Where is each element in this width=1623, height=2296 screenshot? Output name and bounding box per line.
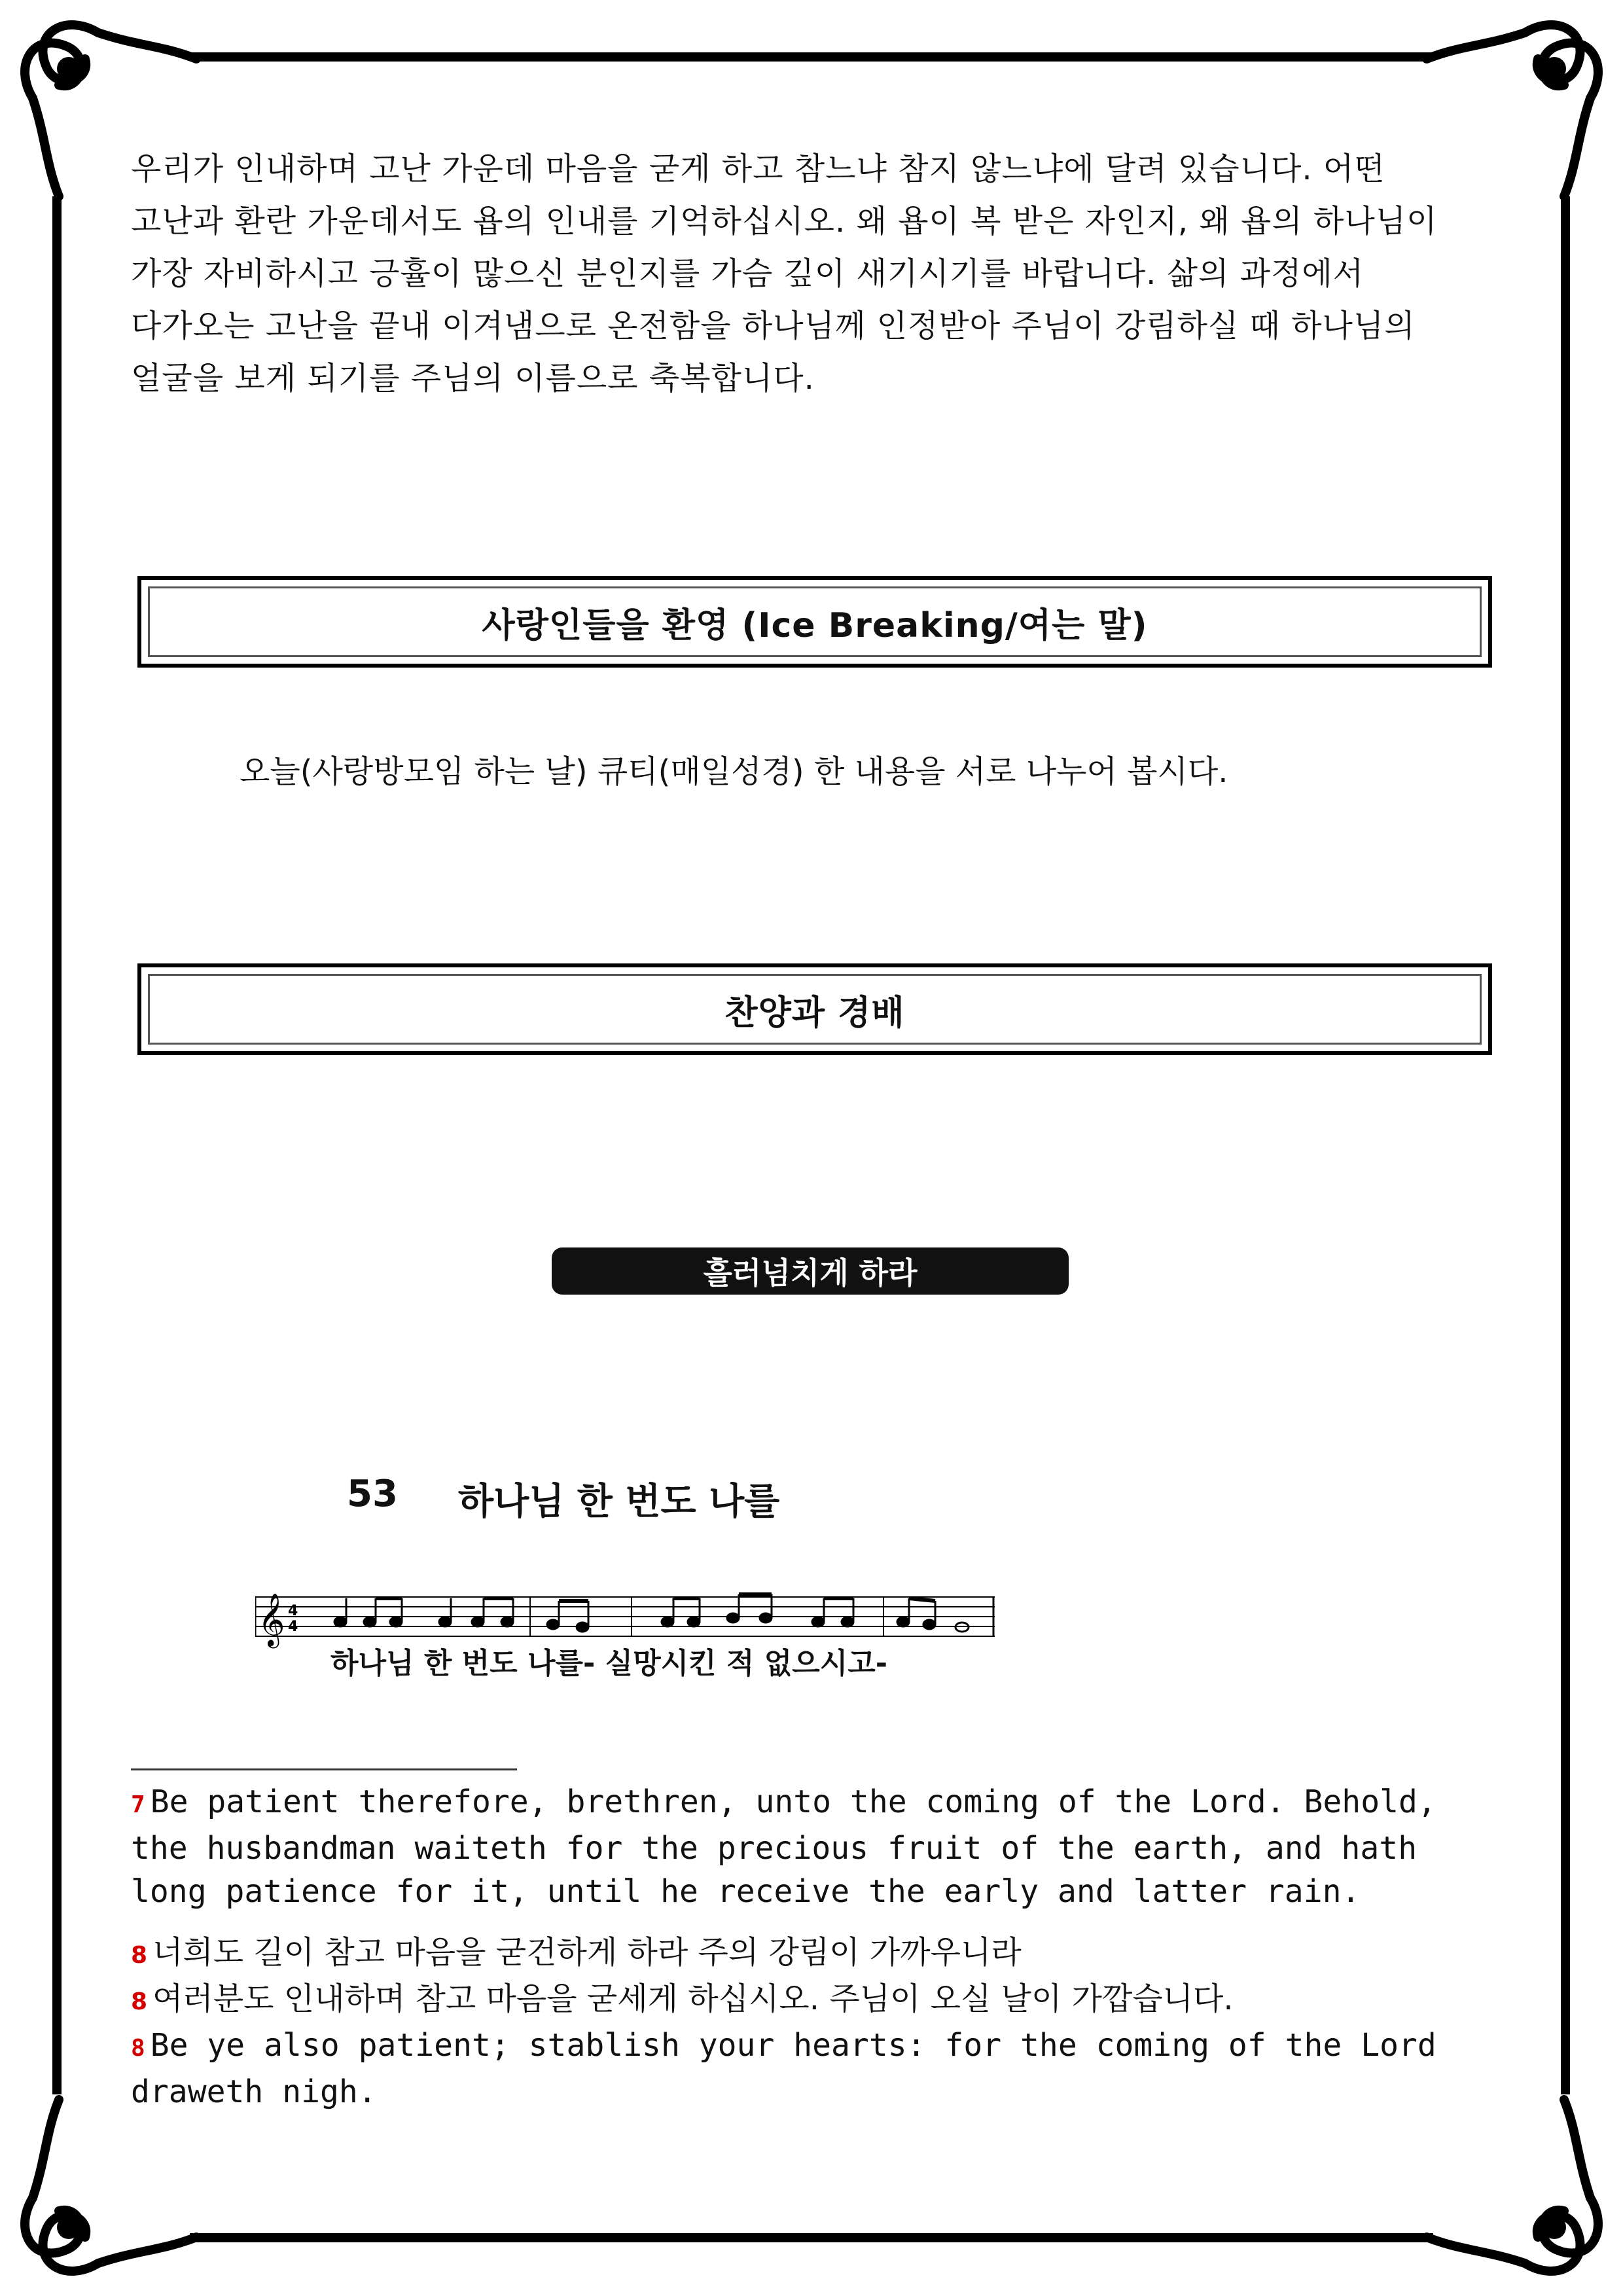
section-title: 사랑인들을 환영 (Ice Breaking/여는 말) [482, 605, 1148, 645]
svg-text:𝄞: 𝄞 [258, 1592, 285, 1646]
icebreaking-text: 오늘(사랑방모임 하는 날) 큐티(매일성경) 한 내용을 서로 나누어 봅시다. [240, 753, 1228, 790]
intro-line: 가장 자비하시고 긍휼이 많으신 분인지를 가슴 깊이 새기시기를 바랍니다. 삶의 과정에서 [131, 255, 1364, 292]
svg-text:4: 4 [288, 1619, 298, 1635]
frame-bottom [190, 2233, 1433, 2242]
song-label: 흘러넘치게 하라 [703, 1255, 918, 1291]
frame-left [52, 196, 62, 2094]
footnote-number: 7 [131, 1791, 145, 1818]
footnote-number: 8 [131, 1942, 148, 1969]
intro-line: 얼굴을 보게 되기를 주님의 이름으로 축복합니다. [131, 360, 815, 397]
section-header-inner [148, 586, 1482, 657]
song-label-badge [552, 1247, 1069, 1295]
hymn-lyrics: 하나님 한 번도 나를- 실망시킨 적 없으시고- [330, 1647, 887, 1680]
section-header-inner [148, 974, 1482, 1045]
footnote-text: Be patient therefore, brethren, unto the coming of the Lord. Behold, the husbandman waiteth for the precious fruit of the earth, and hath long patience for it, until he receive the early and latter rain. [131, 1784, 1436, 1910]
section-header-worship [137, 963, 1492, 1055]
footnote-text: Be ye also patient; stablish your hearts: for the coming of the Lord draweth nigh. [131, 2027, 1436, 2110]
footnote-7 [131, 1780, 1505, 1913]
hymn-number: 53 [347, 1473, 398, 1515]
intro-line: 고난과 환란 가운데서도 욥의 인내를 기억하십시오. 왜 욥이 복 받은 자인지, 왜 욥의 하나님이 [131, 203, 1438, 240]
footnote-divider [131, 1768, 517, 1770]
footnote-number: 8 [131, 1988, 148, 2015]
hymn-title: 하나님 한 번도 나를 [458, 1480, 780, 1523]
frame-top [190, 52, 1433, 62]
footnote-number: 8 [131, 2035, 145, 2062]
section-title: 찬양과 경배 [724, 993, 905, 1033]
intro-paragraph [131, 143, 1492, 404]
footnote-8-group [131, 1931, 1505, 2113]
svg-text:4: 4 [288, 1603, 298, 1619]
frame-right [1561, 196, 1570, 2094]
intro-line: 다가오는 고난을 끝내 이겨냄으로 온전함을 하나님께 인정받아 주님이 강림하실 때 하나님의 [131, 308, 1416, 344]
section-header-icebreaking [137, 576, 1492, 668]
footnote-text: 너희도 길이 참고 마음을 굳건하게 하라 주의 강림이 가까우니라 [152, 1934, 1022, 1971]
footnote-text: 여러분도 인내하며 참고 마음을 굳세게 하십시오. 주님이 오실 날이 가깝습니다. [152, 1981, 1234, 2017]
intro-line: 우리가 인내하며 고난 가운데 마음을 굳게 하고 참느냐 참지 않느냐에 달려 있습니다. 어떤 [131, 151, 1385, 187]
